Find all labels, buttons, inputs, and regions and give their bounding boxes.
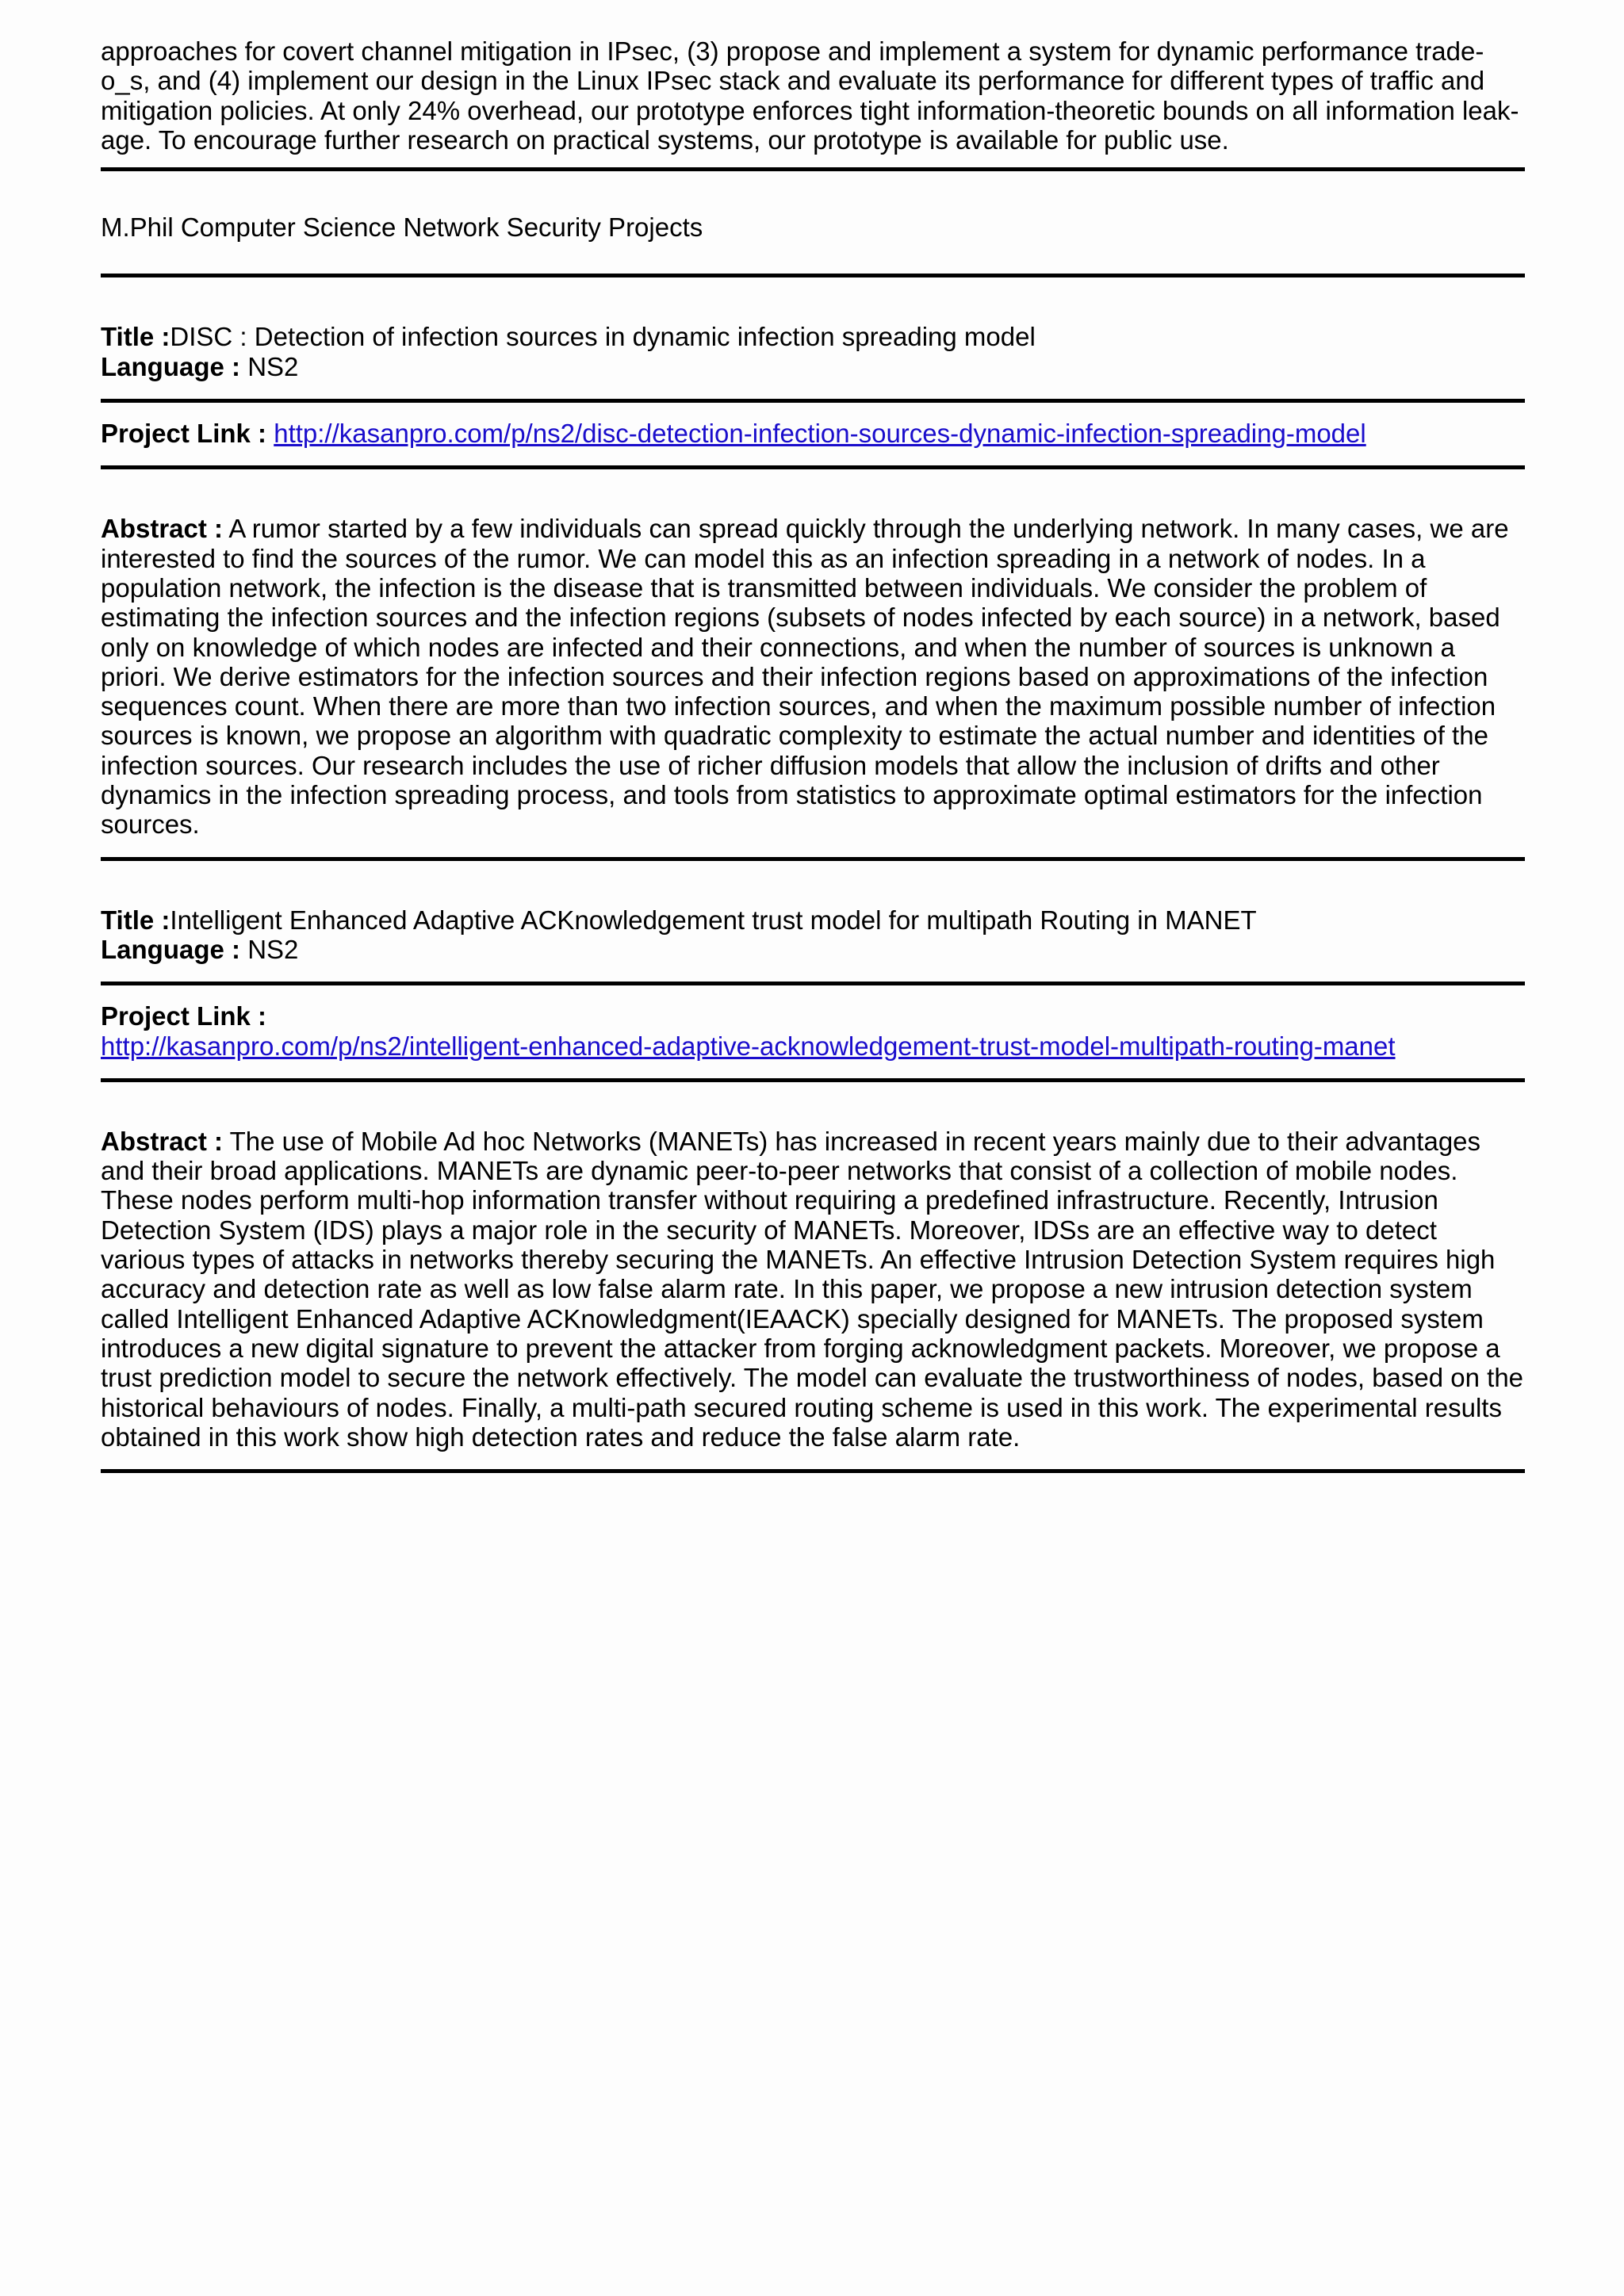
divider	[101, 465, 1525, 469]
project-title-line	[101, 322, 1525, 351]
project-link[interactable]: http://kasanpro.com/p/ns2/disc-detection-infection-sources-dynamic-infection-spreading-model	[274, 419, 1366, 449]
project-language-line	[101, 935, 1525, 964]
project-title-line	[101, 905, 1525, 935]
project-link-line	[101, 419, 1525, 448]
project-language-line	[101, 352, 1525, 381]
divider	[101, 167, 1525, 171]
project-abstract	[101, 514, 1525, 839]
abstract-paragraph	[101, 514, 1525, 839]
project-language: NS2	[247, 934, 299, 964]
project-link-line	[101, 1031, 1525, 1061]
divider	[101, 982, 1525, 985]
divider	[101, 274, 1525, 277]
project-abstract	[101, 1127, 1525, 1452]
abstract-label: Abstract :	[101, 514, 224, 544]
abstract-text: A rumor started by a few individuals can spread quickly through the underlying network. In many cases, we are interested to find the sources of the rumor. We can model this as an infection spreading in a network of nodes. In a population network, the infection is the disease that is transmitted between individuals. We consider the problem of estimating the infection sources and the infection regions (subsets of nodes infected by each source) in a network, based only on knowledge of which nodes are infected and their connections, and when the number of sources is unknown a priori. We derive estimators for the infection sources and their infection regions based on approximations of the infection sequences count. When there are more than two infection sources, and when the maximum possible number of infection sources is known, we propose an algorithm with quadratic complexity to estimate the actual number and identities of the infection sources. Our research includes the use of richer diffusion models that allow the inclusion of drifts and other dynamics in the infection spreading process, and tools from statistics to approximate optimal estimators for the infection sources.	[101, 514, 1509, 840]
divider	[101, 1469, 1525, 1473]
project-link-block	[101, 1001, 1525, 1061]
project-link[interactable]: http://kasanpro.com/p/ns2/intelligent-enhanced-adaptive-acknowledgement-trust-model-multipath-routing-manet	[101, 1031, 1396, 1061]
abstract-paragraph	[101, 1127, 1525, 1452]
language-label: Language :	[101, 934, 241, 964]
project-language: NS2	[247, 351, 299, 381]
title-label: Title :	[101, 322, 170, 352]
project-meta	[101, 905, 1525, 965]
intro-tail-paragraph: approaches for covert channel mitigation in IPsec, (3) propose and implement a system for dynamic performance trade-o_s, and (4) implement our design in the Linux IPsec stack and evaluate its performance for different types of traffic and mitigation policies. At only 24% overhead, our prototype enforces tight information-theoretic bounds on all information leak- age. To encourage further research on practical systems, our prototype is available for public use.	[101, 36, 1519, 155]
abstract-text: The use of Mobile Ad hoc Networks (MANETs) has increased in recent years mainly due to their advantages and their broad applications. MANETs are dynamic peer-to-peer networks that consist of a collection of mobile nodes. These nodes perform multi-hop information transfer without requiring a predefined infrastructure. Recently, Intrusion Detection System (IDS) plays a major role in the security of MANETs. Moreover, IDSs are an effective way to detect various types of attacks in networks thereby securing the MANETs. An effective Intrusion Detection System requires high accuracy and detection rate as well as low false alarm rate. In this paper, we propose a new intrusion detection system called Intelligent Enhanced Adaptive ACKnowledgment(IEAACK) specially designed for MANETs. The proposed system introduces a new digital signature to prevent the attacker from forging acknowledgment packets. Moreover, we propose a trust prediction model to secure the network effectively. The model can evaluate the trustworthiness of nodes, based on the historical behaviours of nodes. Finally, a multi-path secured routing scheme is used in this work. The experimental results obtained in this work show high detection rates and reduce the false alarm rate.	[101, 1126, 1524, 1452]
divider	[101, 399, 1525, 403]
section-heading: M.Phil Computer Science Network Security Projects	[101, 212, 703, 243]
language-label: Language :	[101, 351, 241, 381]
project-title: Intelligent Enhanced Adaptive ACKnowledgement trust model for multipath Routing in MANET	[170, 905, 1257, 935]
project-link-label: Project Link :	[101, 1001, 267, 1031]
document-page	[101, 36, 1525, 1473]
project-meta	[101, 322, 1525, 381]
divider	[101, 1078, 1525, 1082]
divider	[101, 857, 1525, 861]
project-link-block	[101, 419, 1525, 448]
title-label: Title :	[101, 905, 170, 935]
project-link-label: Project Link :	[101, 419, 267, 449]
project-link-label-line	[101, 1001, 1525, 1031]
abstract-label: Abstract :	[101, 1126, 224, 1156]
project-title: DISC : Detection of infection sources in dynamic infection spreading model	[170, 322, 1036, 352]
